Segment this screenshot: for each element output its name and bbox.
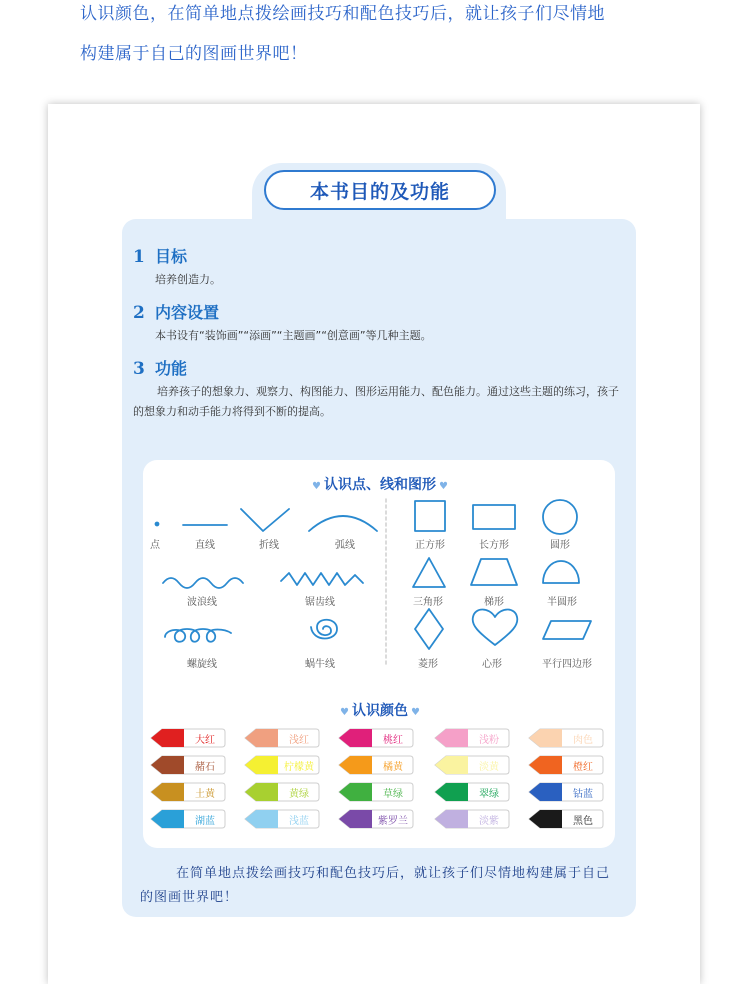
heart-icon: ♥ bbox=[411, 707, 420, 718]
shapes-illustration bbox=[143, 495, 615, 675]
label-arc: 弧线 bbox=[335, 540, 355, 551]
spiral-shape bbox=[165, 629, 231, 642]
crayon-swatch bbox=[434, 782, 510, 802]
label-dot: 点 bbox=[150, 540, 160, 551]
label-snail-line: 蜗牛线 bbox=[305, 659, 335, 670]
arc-shape bbox=[309, 516, 377, 531]
crayon-swatch bbox=[528, 782, 604, 802]
intro-line-1: 认识颜色，在简单地点拨绘画技巧和配色技巧后，就让孩子们尽情地 bbox=[80, 4, 605, 24]
section-heading: 功能 bbox=[155, 359, 188, 378]
label-square: 正方形 bbox=[415, 540, 445, 551]
colors-title: ♥ 认识颜色 ♥ bbox=[340, 703, 420, 719]
parallelogram-shape bbox=[543, 621, 591, 639]
section-body: 培养孩子的想象力、观察力、构图能力、图形运用能力、配色能力。通过这些主题的练习，孩子的想象力和动手能力将得到不断的提高。 bbox=[133, 385, 619, 418]
triangle-shape bbox=[413, 558, 445, 587]
label-spiral-line: 螺旋线 bbox=[187, 659, 217, 670]
section-number: 3 bbox=[133, 359, 145, 379]
crayon-label: 草绿 bbox=[383, 789, 403, 800]
label-parallelogram: 平行四边形 bbox=[542, 659, 592, 670]
crayon-swatch bbox=[338, 809, 414, 829]
crayon-label: 桃红 bbox=[383, 735, 403, 746]
intro-text bbox=[80, 0, 700, 70]
square-shape bbox=[415, 501, 445, 531]
section-body: 培养创造力。 bbox=[155, 273, 221, 286]
crayon-label: 柠檬黄 bbox=[284, 762, 314, 773]
section-body: 本书设有“装饰画”“添画”“主题画”“创意画”等几种主题。 bbox=[155, 329, 432, 342]
saw-shape bbox=[281, 573, 363, 585]
crayon-swatch bbox=[528, 809, 604, 829]
label-straight-line: 直线 bbox=[195, 540, 215, 551]
section-goal bbox=[133, 244, 633, 290]
label-triangle: 三角形 bbox=[413, 597, 443, 608]
section-heading: 内容设置 bbox=[155, 303, 220, 322]
crayon-label: 湖蓝 bbox=[195, 816, 215, 827]
page-title: 本书目的及功能 bbox=[264, 170, 496, 210]
label-wave-line: 波浪线 bbox=[187, 597, 217, 608]
heart-icon: ♥ bbox=[312, 481, 321, 492]
crayon-label: 钴蓝 bbox=[573, 789, 593, 800]
shapes-title: ♥ 认识点、线和图形 ♥ bbox=[312, 477, 448, 493]
crayon-label: 赭石 bbox=[195, 762, 215, 773]
crayon-label: 黄绿 bbox=[289, 789, 309, 800]
diamond-shape bbox=[415, 609, 443, 649]
heart-icon: ♥ bbox=[439, 481, 448, 492]
crayon-label: 肉色 bbox=[573, 735, 593, 746]
crayon-swatch bbox=[244, 728, 320, 748]
crayon-swatch bbox=[338, 782, 414, 802]
crayon-swatch bbox=[338, 728, 414, 748]
crayon-label: 浅红 bbox=[289, 735, 309, 746]
crayon-swatch bbox=[150, 755, 226, 775]
crayon-label: 橙红 bbox=[573, 762, 593, 773]
crayon-swatch bbox=[244, 809, 320, 829]
heart-shape bbox=[473, 610, 518, 646]
label-rectangle: 长方形 bbox=[479, 540, 509, 551]
label-saw-line: 锯齿线 bbox=[305, 597, 335, 608]
label-fold-line: 折线 bbox=[259, 540, 279, 551]
crayon-swatch bbox=[528, 728, 604, 748]
section-heading: 目标 bbox=[155, 247, 188, 266]
crayon-swatch bbox=[150, 728, 226, 748]
crayon-label: 黑色 bbox=[573, 816, 593, 827]
crayon-swatch bbox=[244, 755, 320, 775]
dot-shape bbox=[156, 523, 159, 526]
intro-line-2: 构建属于自己的图画世界吧！ bbox=[80, 44, 308, 64]
label-diamond: 菱形 bbox=[418, 659, 438, 670]
crayon-label: 淡紫 bbox=[479, 816, 499, 827]
section-function bbox=[133, 356, 633, 422]
label-heart: 心形 bbox=[482, 659, 502, 670]
section-number: 1 bbox=[133, 247, 145, 267]
crayon-swatch bbox=[434, 809, 510, 829]
crayon-label: 浅粉 bbox=[479, 735, 499, 746]
trapezoid-shape bbox=[471, 559, 517, 585]
crayon-label: 紫罗兰 bbox=[378, 816, 408, 827]
crayon-swatch bbox=[338, 755, 414, 775]
snail-shape bbox=[311, 620, 337, 639]
wave-shape bbox=[163, 578, 243, 588]
crayon-swatch bbox=[244, 782, 320, 802]
label-trapezoid: 梯形 bbox=[484, 597, 504, 608]
heart-icon: ♥ bbox=[340, 707, 349, 718]
crayon-swatch bbox=[150, 782, 226, 802]
label-circle: 圆形 bbox=[550, 540, 570, 551]
crayon-swatch bbox=[528, 755, 604, 775]
section-number: 2 bbox=[133, 303, 145, 323]
rectangle-shape bbox=[473, 505, 515, 529]
crayon-label: 淡黄 bbox=[479, 762, 499, 773]
label-semicircle: 半圆形 bbox=[547, 597, 577, 608]
circle-shape bbox=[543, 500, 577, 534]
section-content bbox=[133, 300, 633, 346]
crayon-label: 浅蓝 bbox=[289, 816, 309, 827]
crayon-label: 土黄 bbox=[195, 789, 215, 800]
crayon-swatch bbox=[434, 728, 510, 748]
closing-text: 在简单地点拨绘画技巧和配色技巧后，就让孩子们尽情地构建属于自己的图画世界吧！ bbox=[140, 866, 611, 905]
semicircle-shape bbox=[543, 561, 579, 583]
crayon-label: 翠绿 bbox=[479, 789, 499, 800]
crayon-swatch bbox=[434, 755, 510, 775]
fold-line-shape bbox=[241, 509, 289, 531]
crayon-label: 橘黄 bbox=[383, 762, 403, 773]
crayon-label: 大红 bbox=[195, 735, 215, 746]
crayon-swatch bbox=[150, 809, 226, 829]
